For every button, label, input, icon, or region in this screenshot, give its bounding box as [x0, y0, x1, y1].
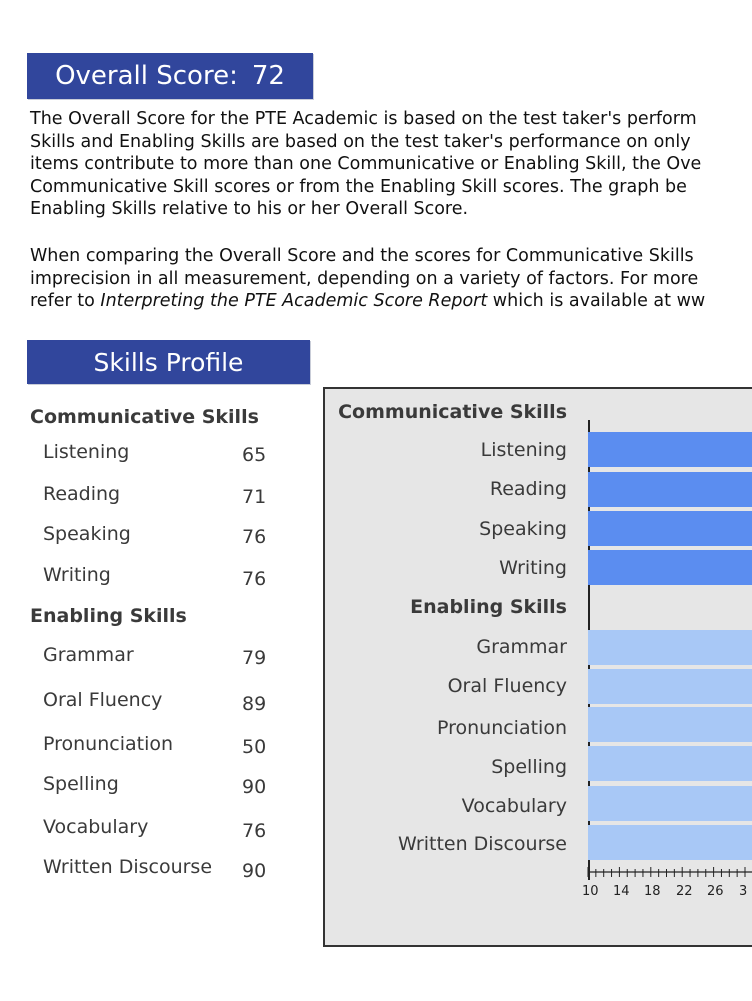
- skill-score-oral-fluency: 89: [242, 693, 267, 715]
- intro-line: The Overall Score for the PTE Academic is based on the test taker's perform: [30, 109, 697, 129]
- chart-bar-written-discourse: [588, 825, 752, 860]
- skill-score-vocabulary: 76: [242, 820, 267, 842]
- chart-label-written-discourse: Written Discourse: [397, 833, 567, 855]
- skills-profile-banner: [27, 340, 310, 384]
- compare-text: refer to: [30, 291, 101, 311]
- skill-score-listening: 65: [242, 444, 267, 466]
- chart-bar-spelling: [588, 746, 752, 781]
- report-title: Interpreting the PTE Academic Score Report: [100, 291, 488, 311]
- chart-group-label-enabling: Enabling Skills: [410, 596, 567, 618]
- skill-name-speaking: Speaking: [43, 523, 131, 545]
- chart-label-listening: Listening: [480, 439, 567, 461]
- skill-name-written-discourse: Written Discourse: [43, 856, 213, 878]
- chart-label-spelling: Spelling: [491, 756, 567, 778]
- skill-score-reading: 71: [242, 486, 267, 508]
- x-axis: [580, 866, 752, 880]
- compare-line: When comparing the Overall Score and the scores for Communicative Skills: [30, 246, 694, 266]
- chart-label-grammar: Grammar: [476, 636, 567, 658]
- skill-name-reading: Reading: [43, 483, 121, 505]
- skill-score-written-discourse: 90: [242, 860, 267, 882]
- skill-name-writing: Writing: [43, 564, 111, 586]
- communicative-skills-heading: Communicative Skills: [30, 406, 259, 428]
- skill-name-listening: Listening: [43, 441, 130, 463]
- compare-text: which is available at ww: [487, 291, 706, 311]
- x-tick-label: 3: [739, 884, 748, 899]
- skill-score-grammar: 79: [242, 647, 267, 669]
- skill-score-pronunciation: 50: [242, 736, 267, 758]
- chart-label-writing: Writing: [499, 557, 567, 579]
- x-tick-label: 14: [613, 884, 630, 899]
- skill-name-pronunciation: Pronunciation: [43, 733, 174, 755]
- skills-profile-title: Skills Profile: [93, 347, 244, 377]
- x-tick-label: 26: [707, 884, 724, 899]
- x-tick-label: 18: [644, 884, 661, 899]
- chart-group-label-communicative: Communicative Skills: [338, 401, 567, 423]
- skill-name-oral-fluency: Oral Fluency: [43, 689, 163, 711]
- intro-line: Skills and Enabling Skills are based on the test taker's performance on only: [30, 131, 691, 152]
- compare-line: [30, 290, 752, 313]
- x-tick-label: 10: [582, 884, 599, 899]
- compare-line: imprecision in all measurement, depending on a variety of factors. For more: [30, 268, 699, 289]
- chart-bar-writing: [588, 550, 752, 585]
- overall-score-label: Overall Score:: [55, 61, 238, 91]
- chart-bar-reading: [588, 472, 752, 507]
- skills-chart-panel: [323, 387, 752, 947]
- compare-paragraph: [30, 245, 752, 313]
- chart-label-oral-fluency: Oral Fluency: [447, 675, 567, 697]
- chart-label-vocabulary: Vocabulary: [461, 795, 567, 817]
- skill-name-vocabulary: Vocabulary: [43, 816, 149, 838]
- chart-label-speaking: Speaking: [479, 518, 567, 540]
- intro-line: Enabling Skills relative to his or her Overall Score.: [30, 199, 469, 219]
- overall-score-banner: [27, 53, 313, 99]
- intro-line: Communicative Skill scores or from the Enabling Skill scores. The graph be: [30, 176, 687, 197]
- chart-label-pronunciation: Pronunciation: [436, 717, 567, 739]
- skill-score-speaking: 76: [242, 526, 267, 548]
- chart-label-reading: Reading: [489, 478, 567, 500]
- intro-paragraph: [30, 108, 752, 221]
- chart-bar-grammar: [588, 630, 752, 665]
- enabling-skills-heading: Enabling Skills: [30, 605, 187, 627]
- skill-name-spelling: Spelling: [43, 773, 119, 795]
- x-tick-label: 22: [676, 884, 693, 899]
- chart-bar-vocabulary: [588, 786, 752, 821]
- chart-bar-oral-fluency: [588, 669, 752, 704]
- skill-score-writing: 76: [242, 568, 267, 590]
- skill-score-spelling: 90: [242, 776, 267, 798]
- chart-bar-listening: [588, 432, 752, 467]
- skill-name-grammar: Grammar: [43, 644, 134, 666]
- chart-bar-pronunciation: [588, 707, 752, 742]
- chart-bar-speaking: [588, 511, 752, 546]
- overall-score-value: 72: [251, 61, 285, 91]
- intro-line: items contribute to more than one Communicative or Enabling Skill, the Ove: [30, 154, 702, 174]
